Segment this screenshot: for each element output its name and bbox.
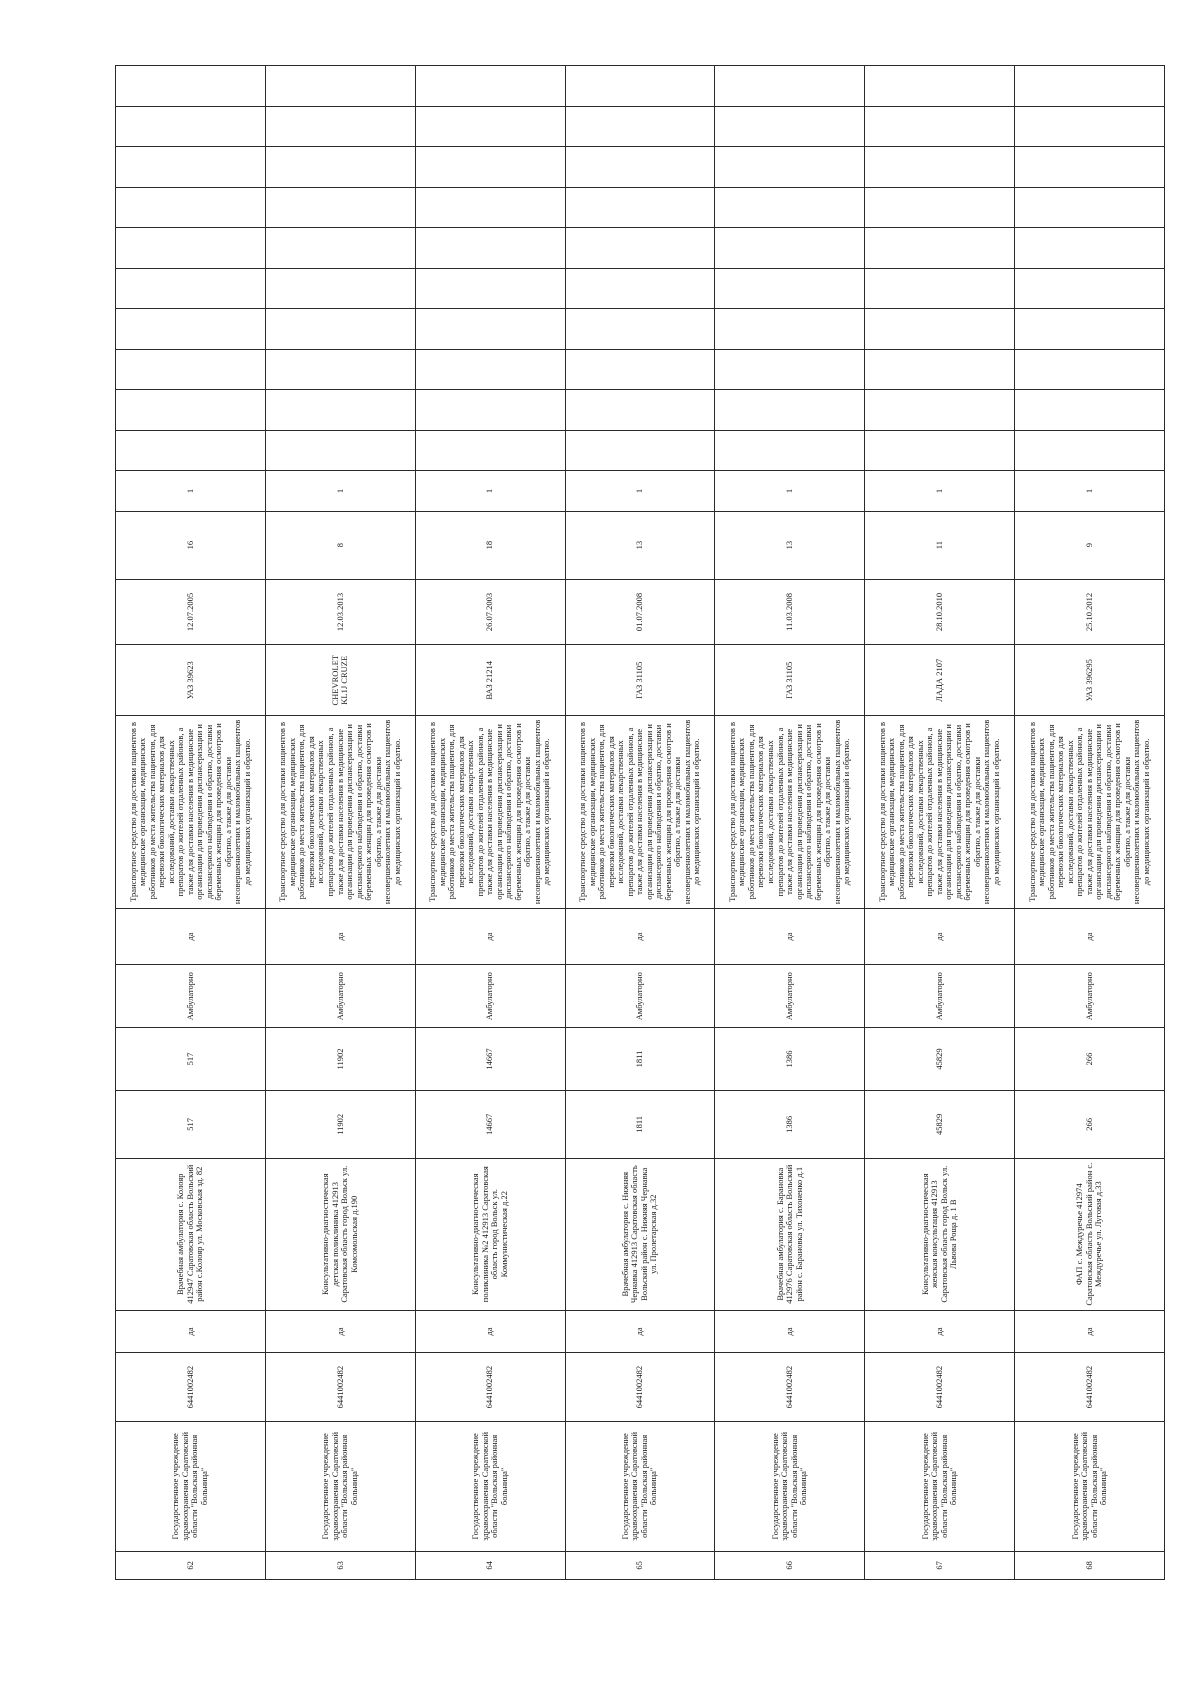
vehicle-age: 13 bbox=[715, 511, 865, 579]
organization-name: Государственное учреждение здравоохранения Саратовской области "Вольская районная больница" bbox=[415, 1422, 565, 1552]
vehicle-count: 1 bbox=[116, 471, 266, 512]
inn-number: 6441002482 bbox=[415, 1353, 565, 1422]
table-row bbox=[1015, 66, 1165, 1580]
empty-cell bbox=[865, 106, 1015, 147]
empty-cell bbox=[565, 66, 715, 107]
registration-date: 11.03.2008 bbox=[715, 579, 865, 645]
unit-address: Консультативно-диагностическая поликлиника №2 412913 Саратовская область город Вольск ул. Коммунистическая д.22 bbox=[415, 1158, 565, 1310]
vehicle-count: 1 bbox=[1015, 471, 1165, 512]
flag-yes-2: да bbox=[565, 908, 715, 965]
empty-cell bbox=[715, 349, 865, 390]
empty-cell bbox=[265, 430, 415, 471]
empty-cell bbox=[116, 106, 266, 147]
empty-cell bbox=[1015, 268, 1165, 309]
population-served: 1811 bbox=[565, 1090, 715, 1158]
empty-cell bbox=[116, 187, 266, 228]
care-type: Амбулаторно bbox=[565, 965, 715, 1028]
empty-cell bbox=[265, 187, 415, 228]
registration-date: 28.10.2010 bbox=[865, 579, 1015, 645]
table-row bbox=[116, 66, 266, 1580]
empty-cell bbox=[715, 66, 865, 107]
empty-cell bbox=[565, 349, 715, 390]
empty-cell bbox=[265, 66, 415, 107]
vehicle-purpose: Транспортное средство для доставки пациентов в медицинские организации, медицинских работников до места жительства пациентов, для перевозки биологических материалов для исследований, доставки лекарственных препаратов до жителей отдаленных районов, а также для доставки населения в медицинские организации для проведения диспансеризации и диспансерного наблюдения и обратно, доставки беременных женщин для проведения осмотров и обратно, а также для доставки несовершеннолетних и маломобильных пациентов до медицинских организаций и обратно. bbox=[565, 716, 715, 908]
vehicle-count: 1 bbox=[865, 471, 1015, 512]
care-type: Амбулаторно bbox=[715, 965, 865, 1028]
vehicle-count: 1 bbox=[715, 471, 865, 512]
unit-address: Консультативно-диагностическая детская поликлиника 412913 Саратовская область город Вольск ул. Комсомольская д.190 bbox=[265, 1158, 415, 1310]
registration-date: 12.07.2005 bbox=[116, 579, 266, 645]
registration-date: 01.07.2008 bbox=[565, 579, 715, 645]
row-number: 67 bbox=[865, 1551, 1015, 1579]
empty-cell bbox=[865, 66, 1015, 107]
empty-cell bbox=[715, 228, 865, 269]
vehicle-purpose: Транспортное средство для доставки пациентов в медицинские организации, медицинских работников до места жительства пациентов, для перевозки биологических материалов для исследований, доставки лекарственных препаратов до жителей отдаленных районов, а также для доставки населения в медицинские организации для проведения диспансеризации и диспансерного наблюдения и обратно, доставки беременных женщин для проведения осмотров и обратно, а также для доставки несовершеннолетних и маломобильных пациентов до медицинских организаций и обратно. bbox=[265, 716, 415, 908]
population-attached: 1386 bbox=[715, 1028, 865, 1091]
vehicle-purpose: Транспортное средство для доставки пациентов в медицинские организации, медицинских работников до места жительства пациентов, для перевозки биологических материалов для исследований, доставки лекарственных препаратов до жителей отдаленных районов, а также для доставки населения в медицинские организации для проведения диспансеризации и диспансерного наблюдения и обратно, доставки беременных женщин для проведения осмотров и обратно, а также для доставки несовершеннолетних и маломобильных пациентов до медицинских организаций и обратно. bbox=[865, 716, 1015, 908]
empty-cell bbox=[116, 390, 266, 431]
empty-cell bbox=[865, 228, 1015, 269]
vehicle-age: 9 bbox=[1015, 511, 1165, 579]
registration-date: 25.10.2012 bbox=[1015, 579, 1165, 645]
vehicle-purpose: Транспортное средство для доставки пациентов в медицинские организации, медицинских работников до места жительства пациентов, для перевозки биологических материалов для исследований, доставки лекарственных препаратов до жителей отдаленных районов, а также для доставки населения в медицинские организации для проведения диспансеризации и диспансерного наблюдения и обратно, доставки беременных женщин для проведения осмотров и обратно, а также для доставки несовершеннолетних и маломобильных пациентов до медицинских организаций и обратно. bbox=[415, 716, 565, 908]
table-row bbox=[265, 66, 415, 1580]
empty-cell bbox=[715, 147, 865, 188]
empty-cell bbox=[1015, 390, 1165, 431]
population-served: 266 bbox=[1015, 1090, 1165, 1158]
table-row bbox=[865, 66, 1015, 1580]
empty-cell bbox=[116, 349, 266, 390]
empty-cell bbox=[565, 430, 715, 471]
empty-cell bbox=[1015, 309, 1165, 350]
empty-cell bbox=[415, 66, 565, 107]
empty-cell bbox=[865, 268, 1015, 309]
organization-name: Государственное учреждение здравоохранения Саратовской области "Вольская районная больница" bbox=[116, 1422, 266, 1552]
vehicle-register-table bbox=[115, 65, 1165, 1580]
empty-cell bbox=[265, 147, 415, 188]
organization-name: Государственное учреждение здравоохранения Саратовской области "Вольская районная больница" bbox=[565, 1422, 715, 1552]
empty-cell bbox=[565, 390, 715, 431]
unit-address: Врачебная амбулатория с. Нижняя Чернавка 412913 Саратовская область Вольский район с. Нижняя Чернавка ул. Пролетарская д.32 bbox=[565, 1158, 715, 1310]
empty-cell bbox=[265, 349, 415, 390]
empty-cell bbox=[1015, 66, 1165, 107]
empty-cell bbox=[265, 106, 415, 147]
flag-yes-2: да bbox=[265, 908, 415, 965]
inn-number: 6441002482 bbox=[565, 1353, 715, 1422]
empty-cell bbox=[415, 106, 565, 147]
vehicle-count: 1 bbox=[415, 471, 565, 512]
care-type: Амбулаторно bbox=[1015, 965, 1165, 1028]
empty-cell bbox=[1015, 349, 1165, 390]
empty-cell bbox=[565, 106, 715, 147]
unit-address: Консультативно-диагностическая женская консультация 412913 Саратовская область город Вольск ул. Львова Роща д. 1 В bbox=[865, 1158, 1015, 1310]
empty-cell bbox=[565, 187, 715, 228]
empty-cell bbox=[116, 309, 266, 350]
empty-cell bbox=[865, 430, 1015, 471]
flag-yes-2: да bbox=[1015, 908, 1165, 965]
care-type: Амбулаторно bbox=[265, 965, 415, 1028]
empty-cell bbox=[415, 147, 565, 188]
empty-cell bbox=[565, 147, 715, 188]
vehicle-age: 18 bbox=[415, 511, 565, 579]
empty-cell bbox=[265, 390, 415, 431]
flag-yes-2: да bbox=[116, 908, 266, 965]
inn-number: 6441002482 bbox=[265, 1353, 415, 1422]
unit-address: Врачебная амбулатория с. Барановка 412976 Саратовская область Вольский район с. Барановка ул. Тихоненко д.1 bbox=[715, 1158, 865, 1310]
flag-yes: да bbox=[1015, 1310, 1165, 1353]
row-number: 63 bbox=[265, 1551, 415, 1579]
empty-cell bbox=[1015, 228, 1165, 269]
flag-yes: да bbox=[415, 1310, 565, 1353]
empty-cell bbox=[565, 309, 715, 350]
organization-name: Государственное учреждение здравоохранения Саратовской области "Вольская районная больница" bbox=[1015, 1422, 1165, 1552]
organization-name: Государственное учреждение здравоохранения Саратовской области "Вольская районная больница" bbox=[715, 1422, 865, 1552]
population-served: 517 bbox=[116, 1090, 266, 1158]
table-row bbox=[415, 66, 565, 1580]
vehicle-purpose: Транспортное средство для доставки пациентов в медицинские организации, медицинских работников до места жительства пациентов, для перевозки биологических материалов для исследований, доставки лекарственных препаратов до жителей отдаленных районов, а также для доставки населения в медицинские организации для проведения диспансеризации и диспансерного наблюдения и обратно, доставки беременных женщин для проведения осмотров и обратно, а также для доставки несовершеннолетних и маломобильных пациентов до медицинских организаций и обратно. bbox=[1015, 716, 1165, 908]
empty-cell bbox=[715, 268, 865, 309]
row-number: 65 bbox=[565, 1551, 715, 1579]
population-served: 45829 bbox=[865, 1090, 1015, 1158]
population-attached: 266 bbox=[1015, 1028, 1165, 1091]
empty-cell bbox=[116, 430, 266, 471]
empty-cell bbox=[265, 309, 415, 350]
flag-yes: да bbox=[116, 1310, 266, 1353]
organization-name: Государственное учреждение здравоохранения Саратовской области "Вольская районная больница" bbox=[265, 1422, 415, 1552]
table-body bbox=[116, 66, 1165, 1580]
empty-cell bbox=[116, 66, 266, 107]
empty-cell bbox=[865, 390, 1015, 431]
empty-cell bbox=[865, 147, 1015, 188]
registration-date: 26.07.2003 bbox=[415, 579, 565, 645]
inn-number: 6441002482 bbox=[1015, 1353, 1165, 1422]
vehicle-model: CHEVROLET KL1J CRUZE bbox=[265, 645, 415, 716]
empty-cell bbox=[265, 228, 415, 269]
empty-cell bbox=[1015, 147, 1165, 188]
population-attached: 11902 bbox=[265, 1028, 415, 1091]
table-row bbox=[715, 66, 865, 1580]
flag-yes-2: да bbox=[415, 908, 565, 965]
vehicle-age: 16 bbox=[116, 511, 266, 579]
empty-cell bbox=[865, 187, 1015, 228]
population-served: 11902 bbox=[265, 1090, 415, 1158]
empty-cell bbox=[116, 228, 266, 269]
registration-date: 12.03.2013 bbox=[265, 579, 415, 645]
flag-yes-2: да bbox=[865, 908, 1015, 965]
unit-address: ФАП с. Междуречье 412974 Саратовская область Вольский район с. Междуречье ул. Луговая д.33 bbox=[1015, 1158, 1165, 1310]
empty-cell bbox=[715, 430, 865, 471]
flag-yes: да bbox=[565, 1310, 715, 1353]
care-type: Амбулаторно bbox=[865, 965, 1015, 1028]
vehicle-model: ЛАДА 2107 bbox=[865, 645, 1015, 716]
empty-cell bbox=[865, 349, 1015, 390]
empty-cell bbox=[865, 309, 1015, 350]
care-type: Амбулаторно bbox=[415, 965, 565, 1028]
empty-cell bbox=[1015, 430, 1165, 471]
empty-cell bbox=[415, 430, 565, 471]
flag-yes-2: да bbox=[715, 908, 865, 965]
empty-cell bbox=[715, 106, 865, 147]
vehicle-purpose: Транспортное средство для доставки пациентов в медицинские организации, медицинских работников до места жительства пациентов, для перевозки биологических материалов для исследований, доставки лекарственных препаратов до жителей отдаленных районов, а также для доставки населения в медицинские организации для проведения диспансеризации и диспансерного наблюдения и обратно, доставки беременных женщин для проведения осмотров и обратно, а также для доставки несовершеннолетних и маломобильных пациентов до медицинских организаций и обратно. bbox=[116, 716, 266, 908]
vehicle-age: 11 bbox=[865, 511, 1015, 579]
inn-number: 6441002482 bbox=[715, 1353, 865, 1422]
vehicle-age: 8 bbox=[265, 511, 415, 579]
inn-number: 6441002482 bbox=[116, 1353, 266, 1422]
empty-cell bbox=[1015, 187, 1165, 228]
empty-cell bbox=[415, 268, 565, 309]
vehicle-model: УАЗ 396295 bbox=[1015, 645, 1165, 716]
flag-yes: да bbox=[865, 1310, 1015, 1353]
vehicle-model: УАЗ 39623 bbox=[116, 645, 266, 716]
row-number: 62 bbox=[116, 1551, 266, 1579]
empty-cell bbox=[415, 349, 565, 390]
row-number: 68 bbox=[1015, 1551, 1165, 1579]
empty-cell bbox=[565, 268, 715, 309]
care-type: Амбулаторно bbox=[116, 965, 266, 1028]
empty-cell bbox=[415, 228, 565, 269]
population-attached: 14667 bbox=[415, 1028, 565, 1091]
empty-cell bbox=[116, 268, 266, 309]
empty-cell bbox=[415, 187, 565, 228]
empty-cell bbox=[715, 309, 865, 350]
empty-cell bbox=[265, 268, 415, 309]
table-row bbox=[565, 66, 715, 1580]
empty-cell bbox=[415, 309, 565, 350]
organization-name: Государственное учреждение здравоохранения Саратовской области "Вольская районная больница" bbox=[865, 1422, 1015, 1552]
empty-cell bbox=[116, 147, 266, 188]
population-attached: 1811 bbox=[565, 1028, 715, 1091]
empty-cell bbox=[415, 390, 565, 431]
vehicle-age: 13 bbox=[565, 511, 715, 579]
population-served: 1386 bbox=[715, 1090, 865, 1158]
population-attached: 517 bbox=[116, 1028, 266, 1091]
flag-yes: да bbox=[265, 1310, 415, 1353]
vehicle-purpose: Транспортное средство для доставки пациентов в медицинские организации, медицинских работников до места жительства пациентов, для перевозки биологических материалов для исследований, доставки лекарственных препаратов до жителей отдаленных районов, а также для доставки населения в медицинские организации для проведения диспансеризации и диспансерного наблюдения и обратно, доставки беременных женщин для проведения осмотров и обратно, а также для доставки несовершеннолетних и маломобильных пациентов до медицинских организаций и обратно. bbox=[715, 716, 865, 908]
row-number: 64 bbox=[415, 1551, 565, 1579]
unit-address: Врачебная амбулатория с. Колояр 412947 Саратовская область Вольский район с.Колояр ул. Московская зд. 82 bbox=[116, 1158, 266, 1310]
empty-cell bbox=[715, 390, 865, 431]
row-number: 66 bbox=[715, 1551, 865, 1579]
empty-cell bbox=[1015, 106, 1165, 147]
flag-yes: да bbox=[715, 1310, 865, 1353]
vehicle-model: ГАЗ 31105 bbox=[565, 645, 715, 716]
empty-cell bbox=[565, 228, 715, 269]
rotated-table-wrapper bbox=[115, 65, 1165, 1580]
population-served: 14667 bbox=[415, 1090, 565, 1158]
vehicle-model: ВАЗ 21214 bbox=[415, 645, 565, 716]
population-attached: 45829 bbox=[865, 1028, 1015, 1091]
vehicle-model: ГАЗ 31105 bbox=[715, 645, 865, 716]
vehicle-count: 1 bbox=[265, 471, 415, 512]
vehicle-count: 1 bbox=[565, 471, 715, 512]
empty-cell bbox=[715, 187, 865, 228]
inn-number: 6441002482 bbox=[865, 1353, 1015, 1422]
